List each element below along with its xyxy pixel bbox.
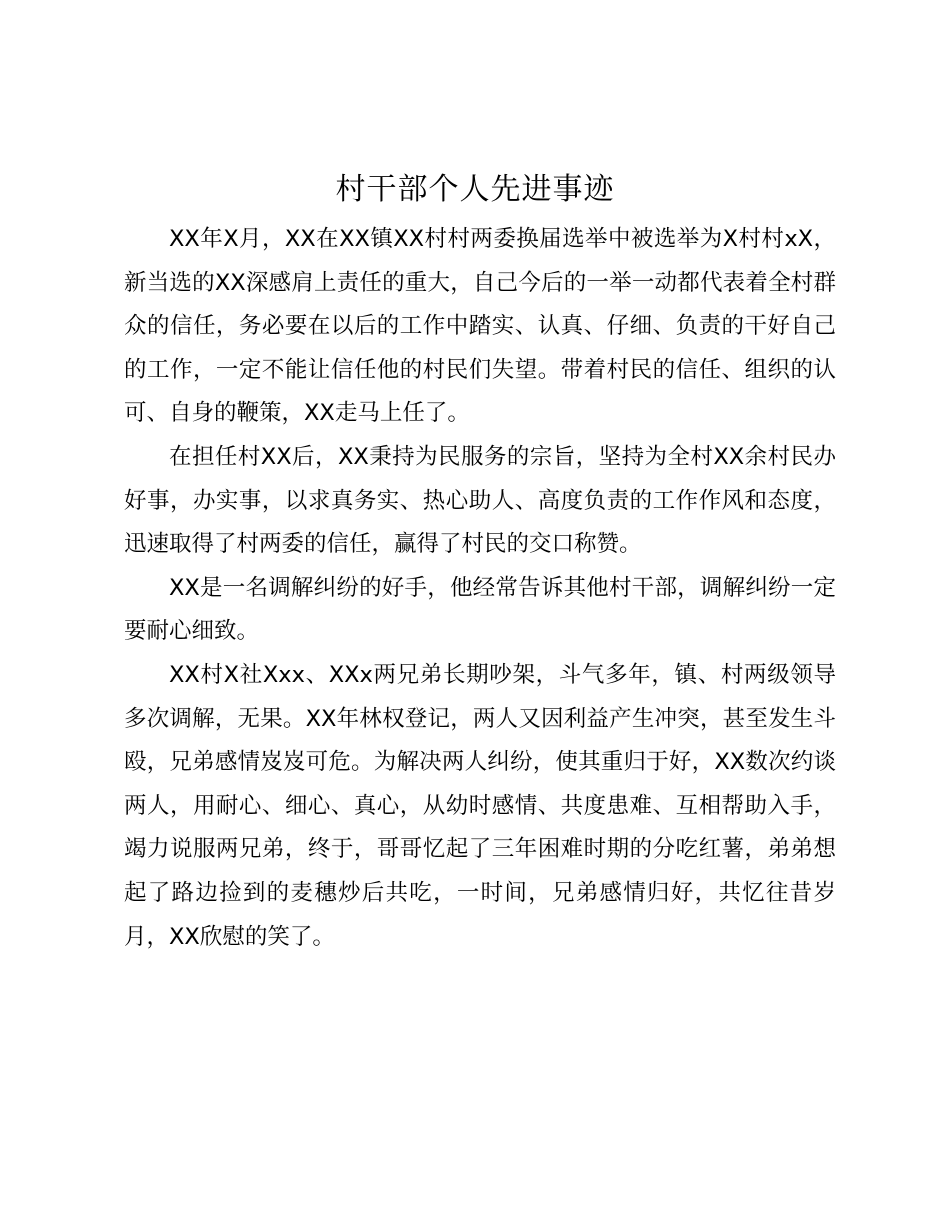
paragraph-1: XX年X月，XX在XX镇XX村村两委换届选举中被选举为X村村xX，新当选的XX深感肩上责任的重大，自己今后的一举一动都代表着全村群众的信任，务必要在以后的工作中踏实、认真、仔细、负责的干好自己的工作，一定不能让信任他的村民们失望。带着村民的信任、组织的认可、自身的鞭策，XX走马上任了。 [124,226,836,427]
paragraph-3: XX是一名调解纠纷的好手，他经常告诉其他村干部，调解纠纷一定要耐心细致。 [124,574,836,645]
document-title: 村干部个人先进事迹 [335,172,615,207]
document-body [124,218,836,959]
paragraph-4: XX村X社Xxx、XXx两兄弟长期吵架，斗气多年，镇、村两级领导多次调解，无果。XX年林权登记，两人又因利益产生冲突，甚至发生斗殴，兄弟感情岌岌可危。为解决两人纠纷，使其重归于好，XX数次约谈两人，用耐心、细心、真心，从幼时感情、共度患难、互相帮助入手，竭力说服两兄弟，终于，哥哥忆起了三年困难时期的分吃红薯，弟弟想起了路边捡到的麦穗炒后共吃，一时间，兄弟感情归好，共忆往昔岁月，XX欣慰的笑了。 [124,661,836,950]
paragraph-2: 在担任村XX后，XX秉持为民服务的宗旨，坚持为全村XX余村民办好事，办实事，以求真务实、热心助人、高度负责的工作作风和态度，迅速取得了村两委的信任，赢得了村民的交口称赞。 [124,443,836,558]
